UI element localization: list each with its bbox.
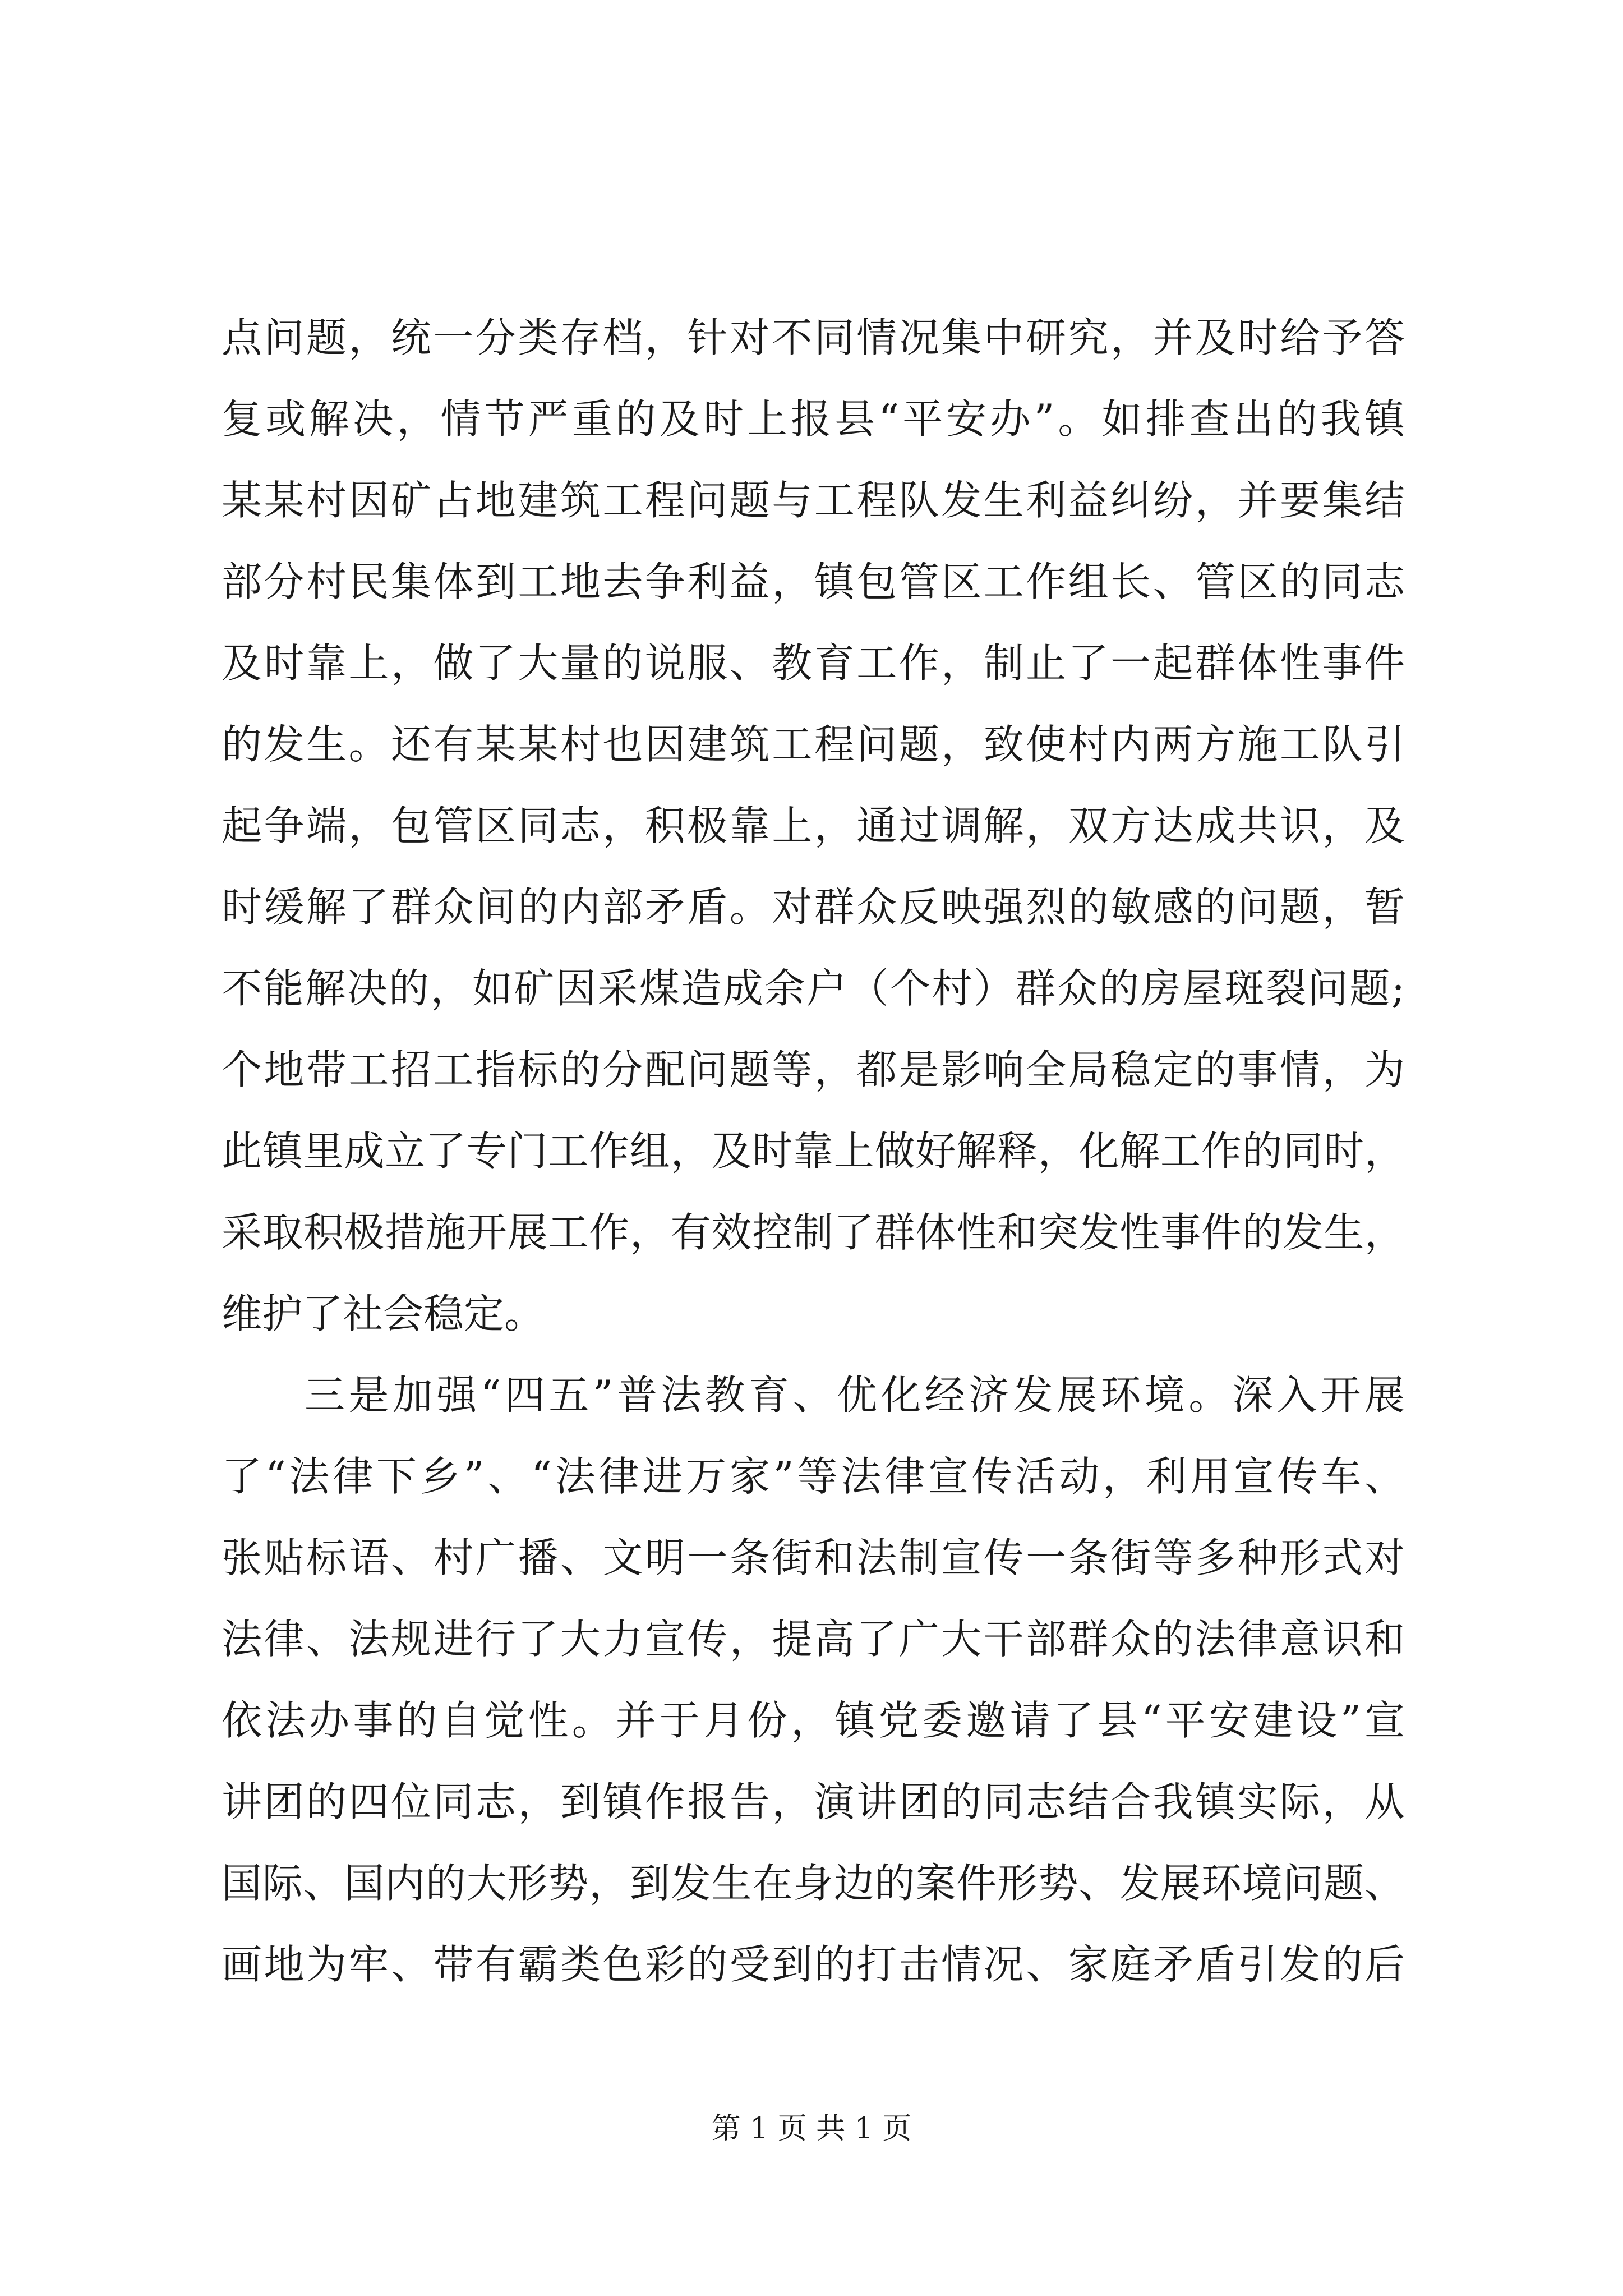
text-line: 画地为牢、带有霸类色彩的受到的打击情况、家庭矛盾引发的后 bbox=[222, 1941, 1405, 1988]
text-line: 某某村因矿占地建筑工程问题与工程队发生利益纠纷，并要集结 bbox=[222, 477, 1405, 524]
text-line: 不能解决的，如矿因采煤造成余户（个村）群众的房屋斑裂问题; bbox=[222, 965, 1405, 1012]
text-line: 的发生。还有某某村也因建筑工程问题，致使村内两方施工队引 bbox=[222, 721, 1405, 768]
text-line: 时缓解了群众间的内部矛盾。对群众反映强烈的敏感的问题，暂 bbox=[222, 884, 1405, 931]
text-line: 此镇里成立了专门工作组，及时靠上做好解释，化解工作的同时， bbox=[222, 1128, 1405, 1175]
text-line: 及时靠上，做了大量的说服、教育工作，制止了一起群体性事件 bbox=[222, 639, 1405, 687]
text-line: 复或解决，情节严重的及时上报县“平安办”。如排查出的我镇 bbox=[222, 395, 1405, 443]
text-line: 张贴标语、村广播、文明一条街和法制宣传一条街等多种形式对 bbox=[222, 1534, 1405, 1581]
text-line: 法律、法规进行了大力宣传，提高了广大干部群众的法律意识和 bbox=[222, 1616, 1405, 1663]
page-footer bbox=[0, 2109, 1623, 2148]
text-line: 依法办事的自觉性。并于月份，镇党委邀请了县“平安建设”宣 bbox=[222, 1697, 1405, 1744]
text-line: 讲团的四位同志，到镇作报告，演讲团的同志结合我镇实际，从 bbox=[222, 1778, 1405, 1825]
paragraph-1 bbox=[222, 297, 1405, 1355]
text-line: 个地带工招工指标的分配问题等，都是影响全局稳定的事情，为 bbox=[222, 1046, 1405, 1093]
text-line: 起争端，包管区同志，积极靠上，通过调解，双方达成共识，及 bbox=[222, 802, 1405, 849]
body-text bbox=[222, 297, 1405, 2005]
text-line: 采取积极措施开展工作，有效控制了群体性和突发性事件的发生， bbox=[222, 1209, 1405, 1256]
text-line: 部分村民集体到工地去争利益，镇包管区工作组长、管区的同志 bbox=[222, 558, 1405, 605]
paragraph-2 bbox=[222, 1355, 1405, 2005]
text-line: 国际、国内的大形势，到发生在身边的案件形势、发展环境问题、 bbox=[222, 1860, 1405, 1907]
text-line: 了“法律下乡”、“法律进万家”等法律宣传活动，利用宣传车、 bbox=[222, 1453, 1405, 1500]
text-line: 三是加强“四五”普法教育、优化经济发展环境。深入开展 bbox=[305, 1372, 1405, 1419]
text-line: 维护了社会稳定。 bbox=[222, 1290, 545, 1337]
page-number-label: 第 1 页 共 1 页 bbox=[711, 2112, 912, 2146]
text-line: 点问题，统一分类存档，针对不同情况集中研究，并及时给予答 bbox=[222, 314, 1405, 361]
